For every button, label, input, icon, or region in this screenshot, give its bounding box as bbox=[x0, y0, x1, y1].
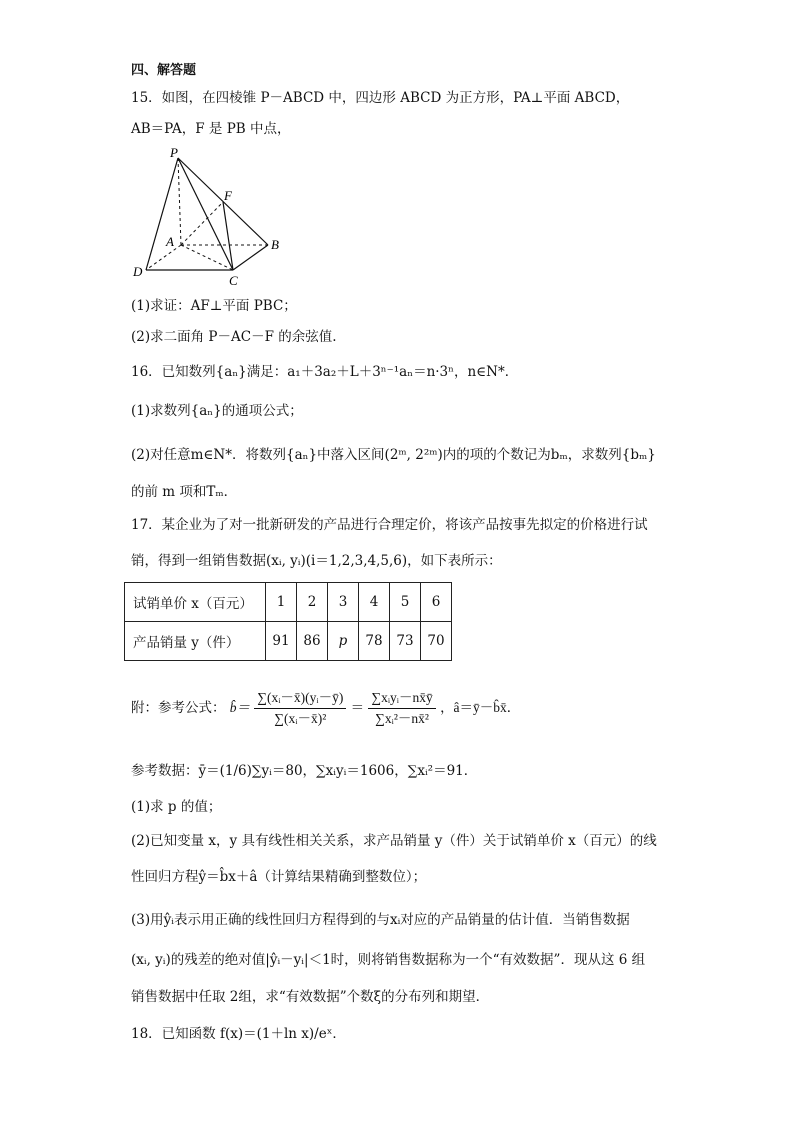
formula-fraction-2 bbox=[368, 688, 435, 729]
table-cell: 3 bbox=[328, 583, 359, 622]
q15-stem-line2: AB＝PA，F 是 PB 中点， bbox=[131, 121, 291, 137]
q15-part2: (2)求二面角 P－AC－F 的余弦值. bbox=[131, 329, 337, 345]
label-P: P bbox=[170, 145, 178, 160]
q17-part3-line3: 销售数据中任取 2组，求“有效数据”个数ξ的分布列和期望． bbox=[131, 989, 490, 1005]
q18-stem: 18．已知函数 f(x)＝(1＋ln x)/eˣ． bbox=[131, 1026, 346, 1042]
table-cell: 86 bbox=[297, 622, 328, 661]
reference-formula bbox=[131, 688, 520, 729]
formula-numerator-2: ∑xᵢyᵢ－nx̄ȳ bbox=[368, 688, 435, 709]
table-cell: 73 bbox=[390, 622, 421, 661]
q15-stem-line1: 15．如图，在四棱锥 P－ABCD 中，四边形 ABCD 为正方形，PA⊥平面 ABCD， bbox=[131, 90, 630, 106]
formula-equals: ＝ bbox=[350, 700, 365, 715]
table-cell: 试销单价 x（百元） bbox=[125, 583, 266, 622]
table-cell: p bbox=[328, 622, 359, 661]
label-F: F bbox=[224, 188, 232, 203]
formula-numerator-1: ∑(xᵢ－x̄)(yᵢ－ȳ) bbox=[254, 688, 346, 709]
q17-part3-line2: (xᵢ, yᵢ)的残差的绝对值|ŷᵢ－yᵢ|＜1时，则将销售数据称为一个“有效数据”．现从这 6 组 bbox=[131, 952, 646, 968]
table-cell: 4 bbox=[359, 583, 390, 622]
q17-part1: (1)求 p 的值； bbox=[131, 799, 222, 815]
formula-denominator-2: ∑xᵢ²－nx̄² bbox=[375, 711, 429, 726]
label-A: A bbox=[166, 234, 174, 249]
table-cell: 5 bbox=[390, 583, 421, 622]
table-cell: 1 bbox=[266, 583, 297, 622]
table-cell: 6 bbox=[421, 583, 452, 622]
reference-data: 参考数据：ȳ＝(1/6)∑yᵢ＝80，∑xᵢyᵢ＝1606，∑xᵢ²＝91． bbox=[131, 763, 478, 779]
label-D: D bbox=[133, 264, 143, 279]
q16-part2: (2)对任意m∈N*．将数列{aₙ}中落入区间(2ᵐ, 2²ᵐ)内的项的个数记为bₘ，求数列{bₘ} bbox=[131, 447, 656, 463]
q16-part2-cont: 的前 m 项和Tₘ． bbox=[131, 484, 238, 500]
formula-label: 附：参考公式： bbox=[131, 700, 226, 716]
formula-tail: ，â＝ȳ－b̂x̄． bbox=[440, 700, 521, 715]
table-row bbox=[125, 622, 452, 661]
q17-part2-line1: (2)已知变量 x，y 具有线性相关关系，求产品销量 y（件）关于试销单价 x（百元）的线 bbox=[131, 833, 657, 849]
table-cell: 91 bbox=[266, 622, 297, 661]
pyramid-figure bbox=[128, 145, 288, 290]
table-cell: 2 bbox=[297, 583, 328, 622]
table-row bbox=[125, 583, 452, 622]
table-cell: 产品销量 y（件） bbox=[125, 622, 266, 661]
table-cell: 78 bbox=[359, 622, 390, 661]
q17-stem-line1: 17．某企业为了对一批新研发的产品进行合理定价，将该产品按事先拟定的价格进行试 bbox=[131, 517, 648, 533]
q17-stem-line2: 销，得到一组销售数据(xᵢ, yᵢ)(i＝1,2,3,4,5,6)，如下表所示： bbox=[131, 553, 502, 569]
label-B: B bbox=[271, 237, 279, 252]
sales-data-table bbox=[124, 582, 452, 661]
q17-part3-line1: (3)用ŷᵢ表示用正确的线性回归方程得到的与xᵢ对应的产品销量的估计值．当销售数据 bbox=[131, 912, 630, 928]
section-heading: 四、解答题 bbox=[131, 63, 197, 78]
formula-fraction-1 bbox=[254, 688, 346, 729]
q16-part1: (1)求数列{aₙ}的通项公式； bbox=[131, 403, 303, 419]
q17-part2-line2: 性回归方程ŷ＝b̂x＋â（计算结果精确到整数位）； bbox=[131, 869, 427, 885]
formula-lhs: b̂＝ bbox=[229, 700, 251, 715]
q16-stem: 16．已知数列{aₙ}满足：a₁＋3a₂＋L＋3ⁿ⁻¹aₙ＝n·3ⁿ，n∈N*． bbox=[131, 364, 519, 380]
q15-part1: (1)求证：AF⊥平面 PBC； bbox=[131, 298, 297, 314]
formula-denominator-1: ∑(xᵢ－x̄)² bbox=[274, 711, 327, 726]
table-cell: 70 bbox=[421, 622, 452, 661]
label-C: C bbox=[229, 273, 238, 288]
